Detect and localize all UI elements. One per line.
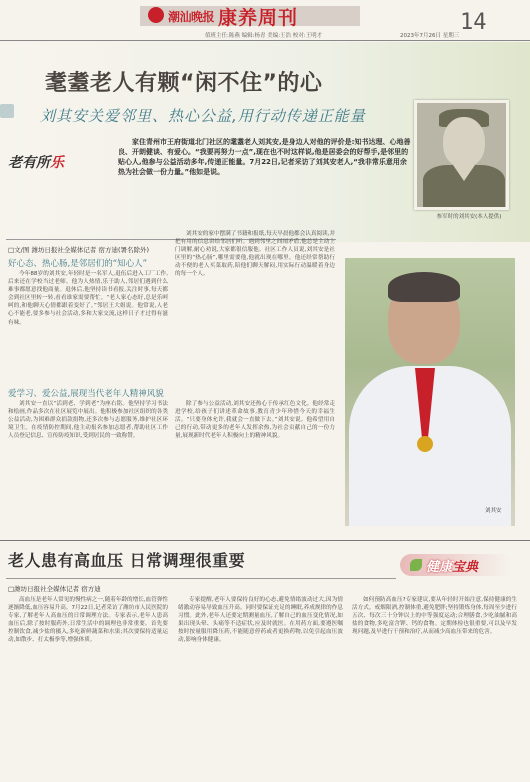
masthead-divider	[0, 40, 530, 41]
man-photo-caption: 刘其安	[485, 508, 502, 514]
column-badge	[8, 152, 98, 172]
page-number: 14	[460, 10, 487, 35]
health-column-tag	[400, 554, 510, 576]
paper-name: 潮汕晚报	[168, 10, 215, 24]
senior-man-photo	[345, 258, 515, 526]
photo-hair-shape	[388, 272, 460, 302]
section1-col1: 今年88岁的刘其安,年轻时是一名军人,退伍后进入工厂工作,后来还在学校当过老师。他为人热情,乐于助人,邻居们遇到什么难事都愿意找他商量。退休后,他坚持读书看报,关注时事,每天都会到社区里转一转,看看谁家需要帮忙。“老人家心态好,总是乐呵呵的,和他聊天心情都跟着变好了。”邻居王大姐说。他常说,人老心不能老,要多参与社会活动,多和大家交流,这样日子才过得有滋有味。	[8, 271, 168, 326]
story-byline: □文/图 潍坊日报社全媒体记者 宿方迪(署名除外)	[8, 246, 150, 254]
health-byline-divider	[6, 578, 396, 579]
photo-face-shape	[443, 117, 485, 167]
tag-suffix: 宝典	[452, 560, 479, 575]
masthead	[0, 0, 530, 40]
old-portrait-photo	[414, 100, 509, 210]
section1-col2: 刘其安的家中摆满了书籍和报纸,每天早晨他都会认真阅读,并把有用的信息讲给邻居们听。遇到邻里之间闹矛盾,他总是主动上门调解,耐心劝说,大家都很信服他。社区工作人员说,刘其安是社区里的“热心肠”,哪里需要他,他就出现在哪里。他还经常帮助行动不便的老人买菜取药,陪他们聊天解闷,用实际行动温暖着身边的每一个人。	[175, 231, 335, 278]
badge-suffix: 乐	[50, 155, 64, 171]
leaf-icon	[410, 559, 422, 571]
section2-col1: 刘其安一直以“活到老、学到老”为座右铭。他坚持学习书法和绘画,作品多次在社区展览中展出。他积极参加社区组织的各类公益活动,为困难群众捐款捐物,还多次参与志愿服务,维护社区环境卫生。在疫情防控期间,他主动报名参加志愿者,帮助社区工作人员登记信息、宣传防疫知识,受到居民的一致称赞。	[8, 401, 168, 440]
story-headline: 耄耋老人有颗“闲不住”的心	[45, 71, 323, 96]
health-headline: 老人患有高血压 日常调理很重要	[8, 551, 246, 570]
section2-title: 爱学习、爱公益,展现当代老年人精神风貌	[8, 389, 164, 399]
subhead-decoration	[0, 104, 14, 118]
health-col2: 专家提醒,老年人要保持良好的心态,避免情绪波动过大,因为情绪激动容易导致血压升高。同时要保证充足的睡眠,养成规律的作息习惯。此外,老年人还要定期测量血压,了解自己的血压变化情况,如果出现头晕、头痛等不适症状,应及时就医。在用药方面,要遵医嘱按时按量服用降压药,不能随意停药或者更换药物,以免引起血压波动,影响身体健康。	[178, 597, 343, 644]
story-subhead: 刘其安关爱邻里、热心公益,用行动传递正能量	[40, 107, 366, 125]
health-story	[0, 540, 530, 782]
health-col1: 高血压是老年人常见的慢性病之一,随着年龄的增长,血管弹性逐渐降低,血压容易升高。7月22日,记者采访了潍坊市人民医院的专家,了解老年人高血压的日常调理方法。专家表示,老年人患高血压后,除了按时服药外,日常生活中的调理也非常重要。首先要控制饮食,减少盐的摄入,多吃新鲜蔬菜和水果;其次要保持适量运动,如散步、打太极拳等,增强体质。	[8, 597, 168, 644]
tag-prefix: 健康	[426, 560, 453, 575]
medal-icon	[417, 436, 433, 452]
feature-story	[0, 42, 530, 542]
issue-date: 2023年7月26日 星期三	[400, 33, 460, 39]
health-col3: 如何预防高血压?专家建议,要从年轻时开始注意,保持健康的生活方式。戒烟限酒,控制体重,避免肥胖;坚持锻炼身体,每周至少进行五次、每次三十分钟以上的中等强度运动;合理膳食,少吃油腻和高盐的食物,多吃富含钾、钙的食物。定期体检也很重要,可以及早发现问题,及早进行干预和治疗,从而减少高血压带来的危害。	[352, 597, 517, 636]
section2-col2: 除了参与公益活动,刘其安还热心于传承红色文化。他经常走进学校,给孩子们讲述革命故事,教育青少年珍惜今天的幸福生活。“只要身体允许,我就会一直做下去。”刘其安说。他希望用自己的行动,带动更多的老年人发挥余热,为社会贡献自己的一份力量,展现新时代老年人积极向上的精神风貌。	[175, 401, 335, 440]
story-lede: 家住青州市王府街道北门社区的耄耋老人刘其安,是身边人对他的评价是:知书达理、心地善良、开朗健谈、有爱心。“我要再努力一点”,现在也不时这样说,他是居委会的好帮手,是邻里的贴心人,他参与公益活动多年,传递正能量。7月22日,记者采访了刘其安老人,“我非常乐意用余热为社会做一份力量。”他如是说。	[118, 138, 411, 176]
paper-logo-icon	[148, 7, 164, 23]
health-byline: □潍坊日报社全媒体记者 宿方迪	[8, 585, 101, 593]
badge-prefix: 老有所	[8, 155, 50, 171]
section1-title: 好心态、热心肠,是邻居们的“知心人”	[8, 259, 148, 269]
editor-credits: 值班主任:陈燕 编辑:杨青 美编:王浩 校对:王明才	[205, 33, 323, 39]
old-photo-caption: 参军时的刘其安(本人提供)	[436, 214, 502, 220]
section-title: 康养周刊	[218, 7, 299, 29]
